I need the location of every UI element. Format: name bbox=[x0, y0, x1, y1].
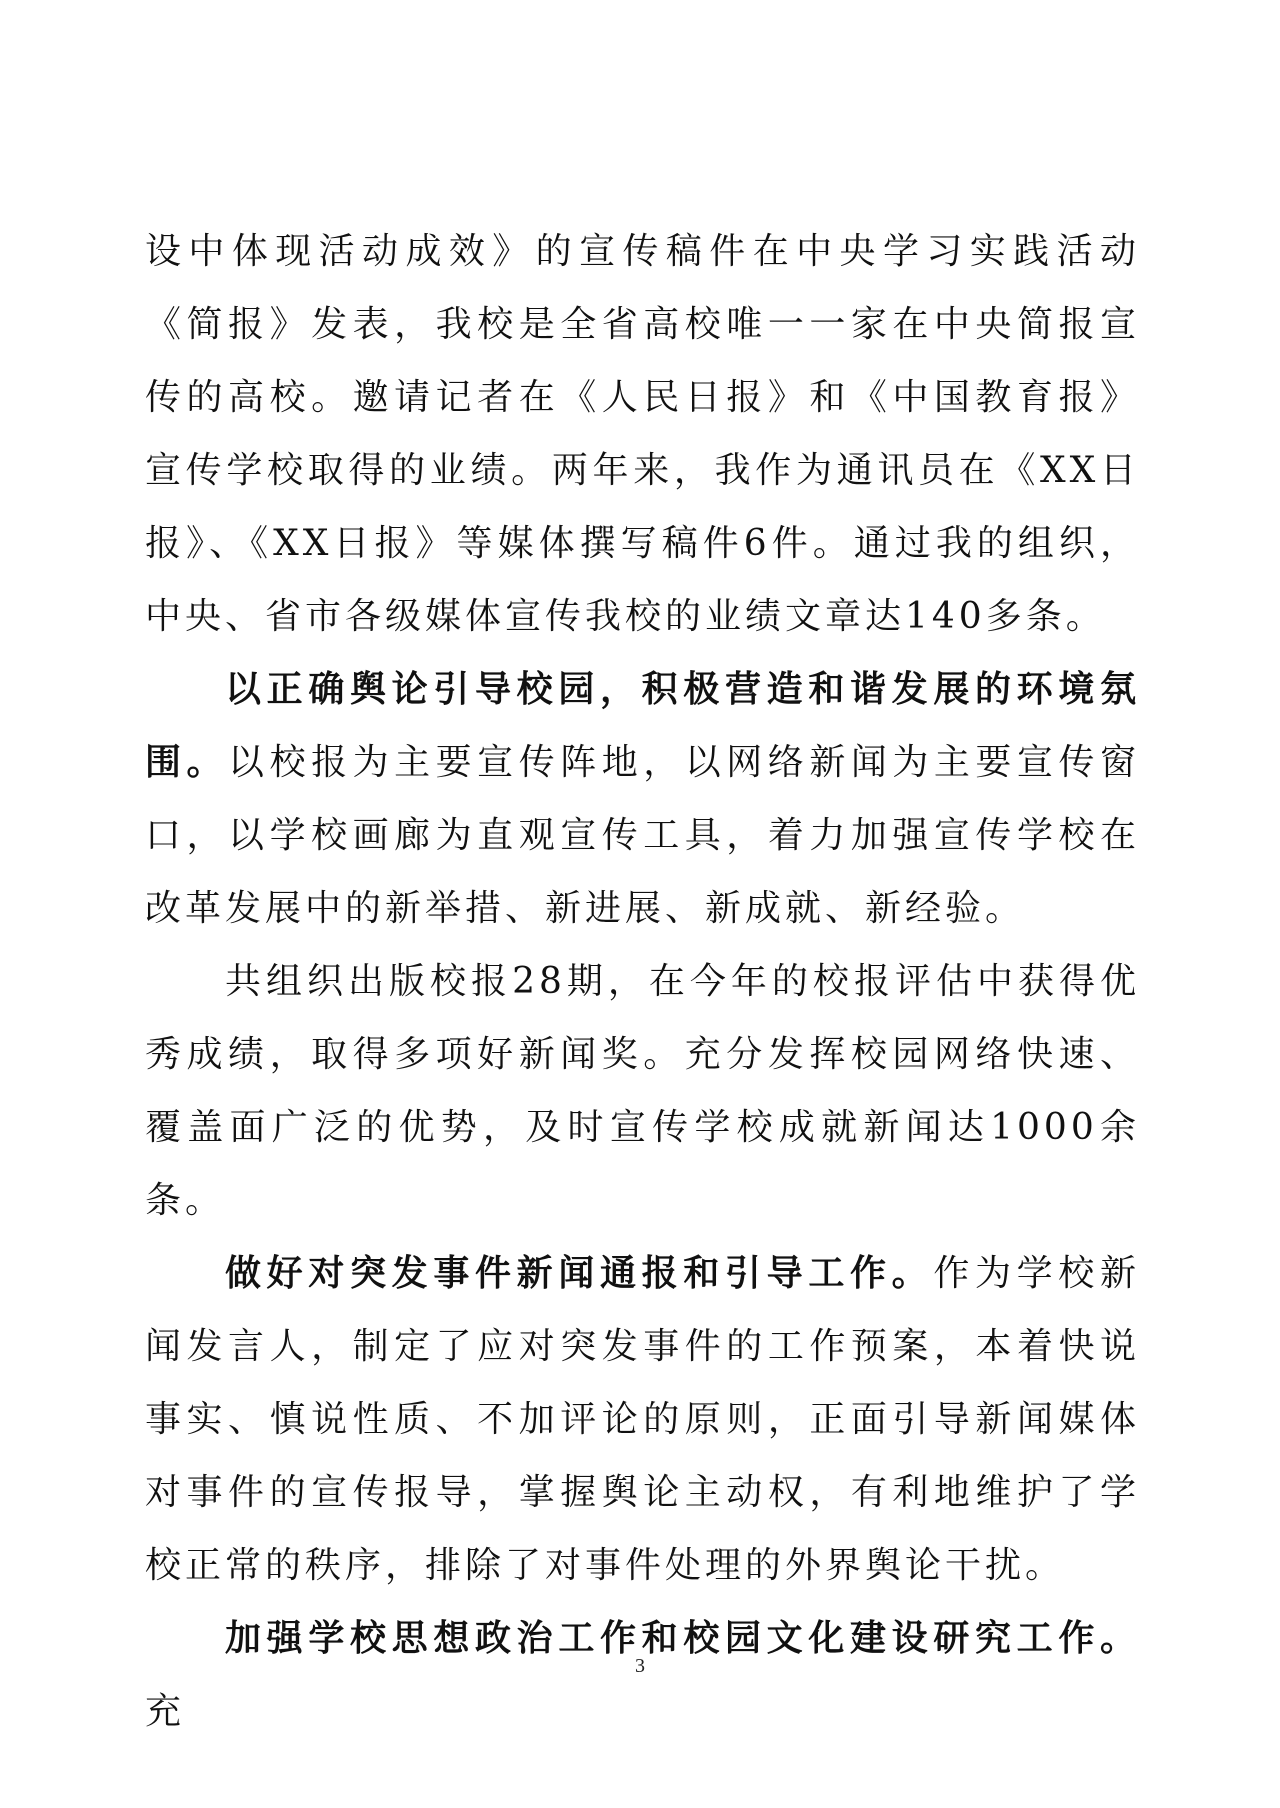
paragraph-2-heading: 以正确舆论引导校园，积极营造和谐发展的环境氛围。 bbox=[145, 668, 1140, 783]
paragraph-5-heading: 加强学校思想政治工作和校园文化建设研究工作。 bbox=[225, 1617, 1140, 1659]
paragraph-2-text: 以校报为主要宣传阵地，以网络新闻为主要宣传窗口，以学校画廊为直观宣传工具，着力加强宣传学校在改革发展中的新举措、新进展、新成就、新经验。 bbox=[145, 742, 1140, 929]
paragraph-1-text: 设中体现活动成效》的宣传稿件在中央学习实践活动《简报》发表，我校是全省高校唯一一家在中央简报宣传的高校。邀请记者在《人民日报》和《中国教育报》宣传学校取得的业绩。两年来，我作为通讯员在《XX日报》、《XX日报》等媒体撰写稿件6件。通过我的组织，中央、省市各级媒体宣传我校的业绩文章达140多条。 bbox=[145, 231, 1140, 637]
paragraph-4 bbox=[145, 1237, 1140, 1602]
paragraph-3 bbox=[145, 945, 1140, 1237]
paragraph-3-text: 共组织出版校报28期，在今年的校报评估中获得优秀成绩，取得多项好新闻奖。充分发挥校园网络快速、覆盖面广泛的优势，及时宣传学校成就新闻达1000余条。 bbox=[145, 961, 1140, 1221]
paragraph-1 bbox=[145, 215, 1140, 653]
paragraph-5-text: 充 bbox=[145, 1691, 186, 1732]
paragraph-4-text: 作为学校新闻发言人，制定了应对突发事件的工作预案，本着快说事实、慎说性质、不加评论的原则，正面引导新闻媒体对事件的宣传报导，掌握舆论主动权，有利地维护了学校正常的秩序，排除了对事件处理的外界舆论干扰。 bbox=[145, 1253, 1140, 1586]
paragraph-4-heading: 做好对突发事件新闻通报和引导工作。 bbox=[225, 1252, 934, 1294]
document-body bbox=[145, 215, 1140, 1748]
page-number: 3 bbox=[635, 1655, 645, 1677]
paragraph-2 bbox=[145, 653, 1140, 945]
